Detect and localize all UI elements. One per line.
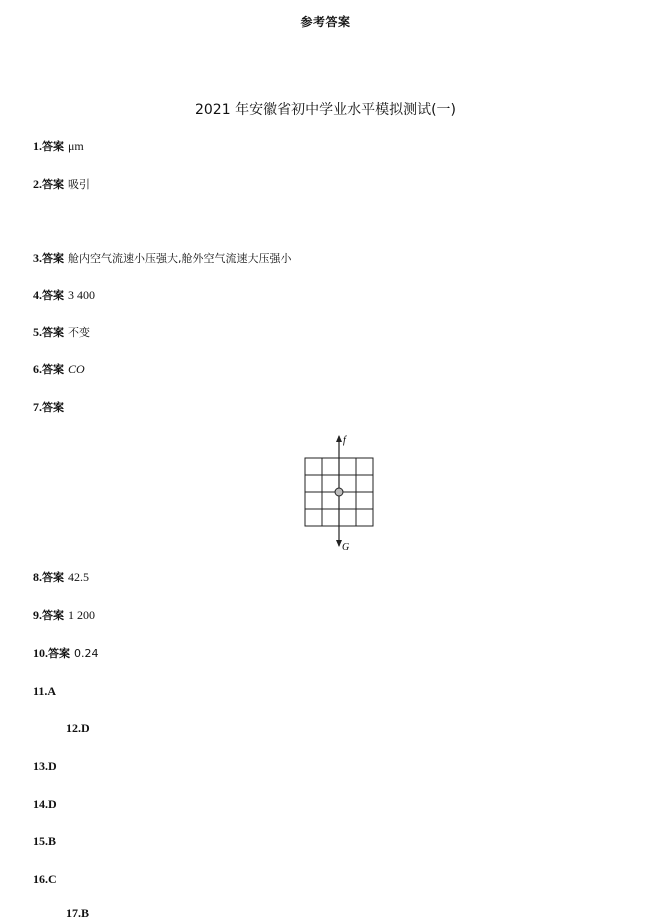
answer-item (33, 177, 90, 192)
choice-text: 15.B (33, 834, 57, 848)
answer-label: 答案 (42, 571, 64, 584)
answer-item (33, 570, 89, 585)
answer-value: 0.24 (74, 647, 99, 660)
choice-answer (33, 759, 57, 773)
choice-answer (66, 906, 89, 920)
answer-label: 答案 (42, 401, 64, 414)
answer-label: 答案 (48, 647, 70, 660)
choice-answer (33, 684, 56, 698)
choice-answer (33, 834, 56, 848)
answer-number: 6. (33, 362, 42, 376)
answer-label: 答案 (42, 609, 64, 622)
answer-item (33, 288, 95, 303)
choice-text: 13.D (33, 759, 57, 773)
arrow-up-icon (336, 435, 342, 442)
page-header: 参考答案 (300, 15, 351, 29)
choice-text: 16.C (33, 872, 57, 886)
answer-label: 答案 (42, 289, 64, 302)
answer-label: 答案 (42, 178, 64, 191)
answer-label: 答案 (42, 326, 64, 339)
answer-value: 吸引 (68, 178, 90, 191)
answer-value: 不变 (68, 326, 90, 339)
force-label-f: f (343, 435, 346, 446)
choice-answer (33, 872, 57, 886)
answer-item (33, 325, 90, 340)
answer-label: 答案 (42, 140, 64, 153)
answer-item (33, 400, 68, 415)
answer-number: 8. (33, 570, 42, 584)
answer-label: 答案 (42, 363, 64, 376)
answer-item (33, 608, 95, 623)
object-dot (335, 488, 343, 496)
choice-answer (66, 721, 90, 735)
answer-number: 2. (33, 177, 42, 191)
answer-item (33, 362, 85, 377)
choice-text: 12.D (66, 721, 90, 735)
exam-title: 2021 年安徽省初中学业水平模拟测试(一) (194, 102, 456, 118)
answer-number: 10. (33, 646, 48, 660)
answer-value: 1 200 (68, 608, 95, 622)
answer-value: 42.5 (68, 570, 89, 584)
choice-text: 14.D (33, 797, 57, 811)
choice-text: 11.A (33, 684, 57, 698)
force-label-g: G (342, 542, 350, 552)
answer-item (33, 646, 99, 661)
answer-number: 3. (33, 251, 42, 265)
answer-value: μm (68, 139, 84, 153)
answer-number: 4. (33, 288, 42, 302)
choice-text: 17.B (66, 906, 90, 920)
answer-value: 舱内空气流速小压强大,舱外空气流速大压强小 (68, 252, 292, 265)
force-diagram (299, 432, 379, 552)
answer-item (33, 139, 84, 154)
answer-number: 7. (33, 400, 42, 414)
answer-label: 答案 (42, 252, 64, 265)
answer-value: 3 400 (68, 288, 95, 302)
answer-item (33, 251, 292, 266)
answer-number: 1. (33, 139, 42, 153)
answer-number: 5. (33, 325, 42, 339)
choice-answer (33, 797, 57, 811)
answer-value: CO (68, 362, 85, 376)
answer-number: 9. (33, 608, 42, 622)
